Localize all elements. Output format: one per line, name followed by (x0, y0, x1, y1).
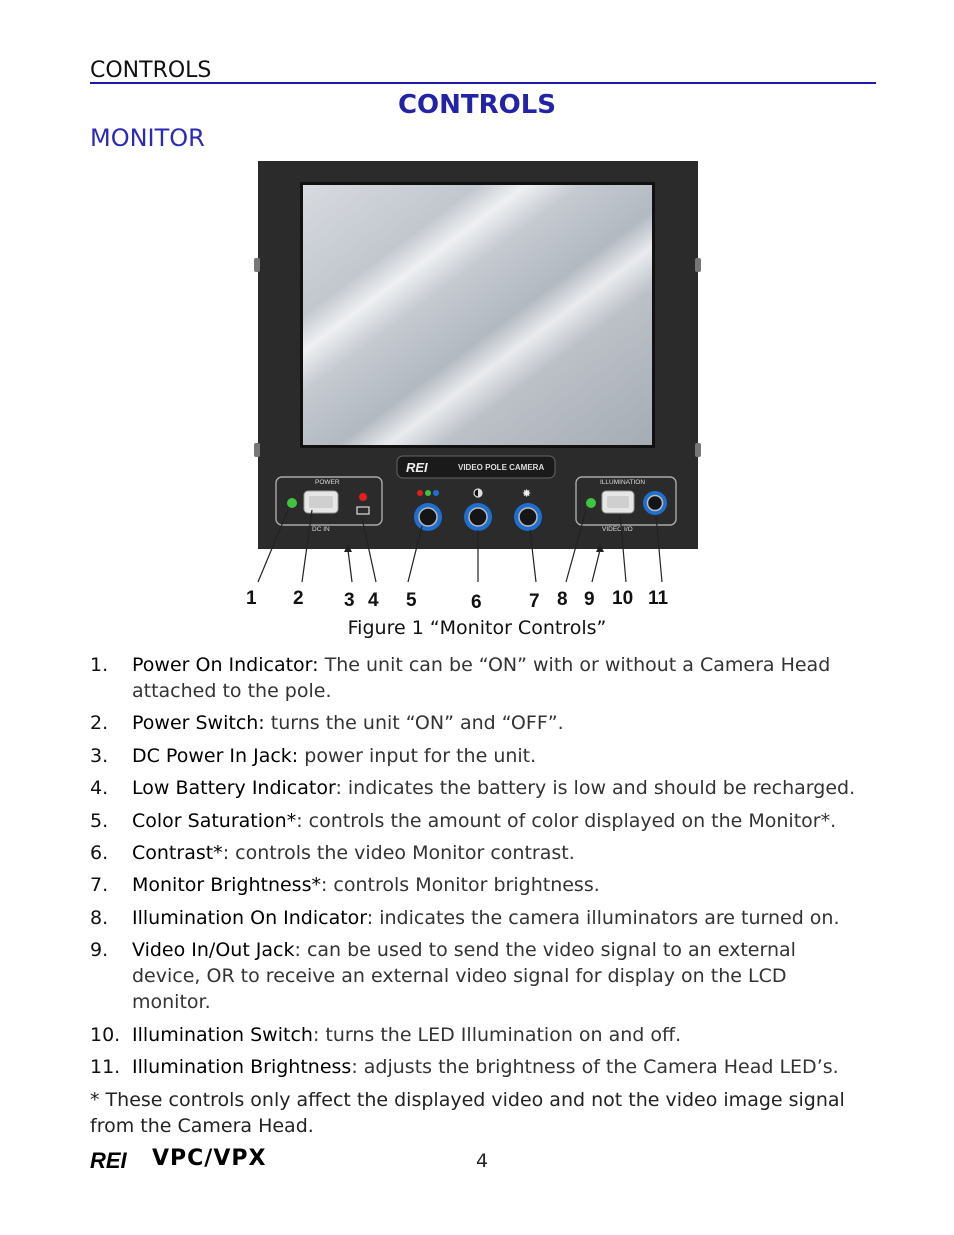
power-label: POWER (315, 479, 340, 486)
item-number: 7. (90, 874, 109, 897)
item-term: Illumination Switch (132, 1023, 313, 1046)
item-term: Power On Indicator: (132, 654, 319, 676)
footnote: * These controls only affect the displayed video and not the video image signal from the Camera Head. (90, 1089, 845, 1137)
item-desc: : controls the video Monitor contrast. (222, 841, 575, 864)
list-item (90, 743, 870, 769)
item-number: 5. (90, 809, 109, 832)
item-desc: turns the unit “ON” and “OFF”. (264, 712, 564, 735)
callout-8: 8 (557, 589, 568, 610)
item-number: 3. (90, 744, 109, 767)
running-header: CONTROLS (90, 58, 212, 83)
list-item (90, 937, 870, 1015)
item-term: Illumination On Indicator (132, 906, 367, 929)
item-term: Power Switch: (132, 712, 265, 735)
svg-text:✸: ✸ (522, 487, 532, 500)
item-desc: : indicates the battery is low and should be recharged. (335, 777, 856, 800)
item-number: 1. (90, 654, 109, 676)
rei-logo-mark: REI (406, 460, 428, 475)
item-term: Monitor Brightness* (132, 874, 321, 897)
list-item (90, 652, 870, 704)
item-term: Color Saturation* (132, 809, 297, 832)
lcd-screen (303, 185, 652, 445)
figure-caption: Figure 1 “Monitor Controls” (347, 617, 607, 639)
item-number: 10. (90, 1023, 121, 1046)
callout-10: 10 (612, 588, 634, 609)
item-desc: : controls the amount of color displayed on the Monitor*. (296, 809, 837, 832)
header-rule (90, 82, 876, 84)
item-term: Low Battery Indicator (132, 777, 336, 800)
callout-11: 11 (648, 588, 669, 609)
item-number: 4. (90, 777, 109, 800)
item-term: DC Power In Jack: (132, 744, 299, 767)
item-number: 6. (90, 841, 109, 864)
callout-9: 9 (584, 589, 595, 610)
controls-list (90, 652, 870, 1086)
item-desc: : indicates the camera illuminators are turned on. (366, 906, 840, 929)
power-on-led (287, 498, 297, 508)
footer-model: VPC/VPX (152, 1146, 267, 1171)
item-desc: : controls Monitor brightness. (320, 874, 600, 897)
item-desc: : can be used to send the video signal to an external device, OR to receive an external video signal for display on the LCD monitor. (132, 939, 796, 1014)
item-number: 2. (90, 712, 109, 735)
item-desc: : adjusts the brightness of the Camera Head LED’s. (351, 1055, 839, 1078)
callout-7: 7 (529, 591, 540, 612)
monitor-figure (240, 158, 710, 613)
list-item (90, 872, 870, 898)
low-battery-led (359, 493, 367, 501)
list-item (90, 1054, 870, 1080)
item-term: Illumination Brightness (132, 1055, 352, 1078)
illumination-label: ILLUMINATION (600, 479, 646, 486)
rei-logo (90, 1148, 140, 1172)
callout-2: 2 (293, 588, 304, 609)
list-item (90, 905, 870, 931)
dc-in-label: DC IN (312, 526, 330, 533)
rei-logo-text: REI (90, 1148, 127, 1172)
list-item (90, 808, 870, 834)
section-heading: MONITOR (90, 124, 205, 152)
list-item (90, 840, 870, 866)
item-desc: power input for the unit. (298, 744, 537, 767)
item-term: Contrast* (132, 841, 223, 864)
callout-5: 5 (406, 590, 417, 611)
page-title: CONTROLS (397, 90, 557, 120)
monitor-illustration (240, 158, 710, 613)
callout-1: 1 (246, 588, 257, 609)
list-item (90, 710, 870, 736)
callout-6: 6 (471, 592, 482, 613)
callout-4: 4 (368, 590, 379, 611)
illumination-led (586, 498, 596, 508)
item-number: 9. (90, 939, 109, 962)
list-item (90, 1022, 870, 1048)
brand-text: VIDEO POLE CAMERA (458, 463, 545, 472)
item-number: 8. (90, 906, 109, 929)
item-desc: The unit can be “ON” with or without a Camera Head attached to the pole. (132, 654, 831, 702)
item-desc: : turns the LED Illumination on and off. (312, 1023, 682, 1046)
page-number: 4 (476, 1150, 489, 1172)
list-item (90, 775, 870, 801)
video-io-label: VIDEO I/O (602, 526, 633, 533)
item-term: Video In/Out Jack (132, 939, 295, 962)
callout-3: 3 (344, 590, 355, 611)
item-number: 11. (90, 1055, 121, 1078)
